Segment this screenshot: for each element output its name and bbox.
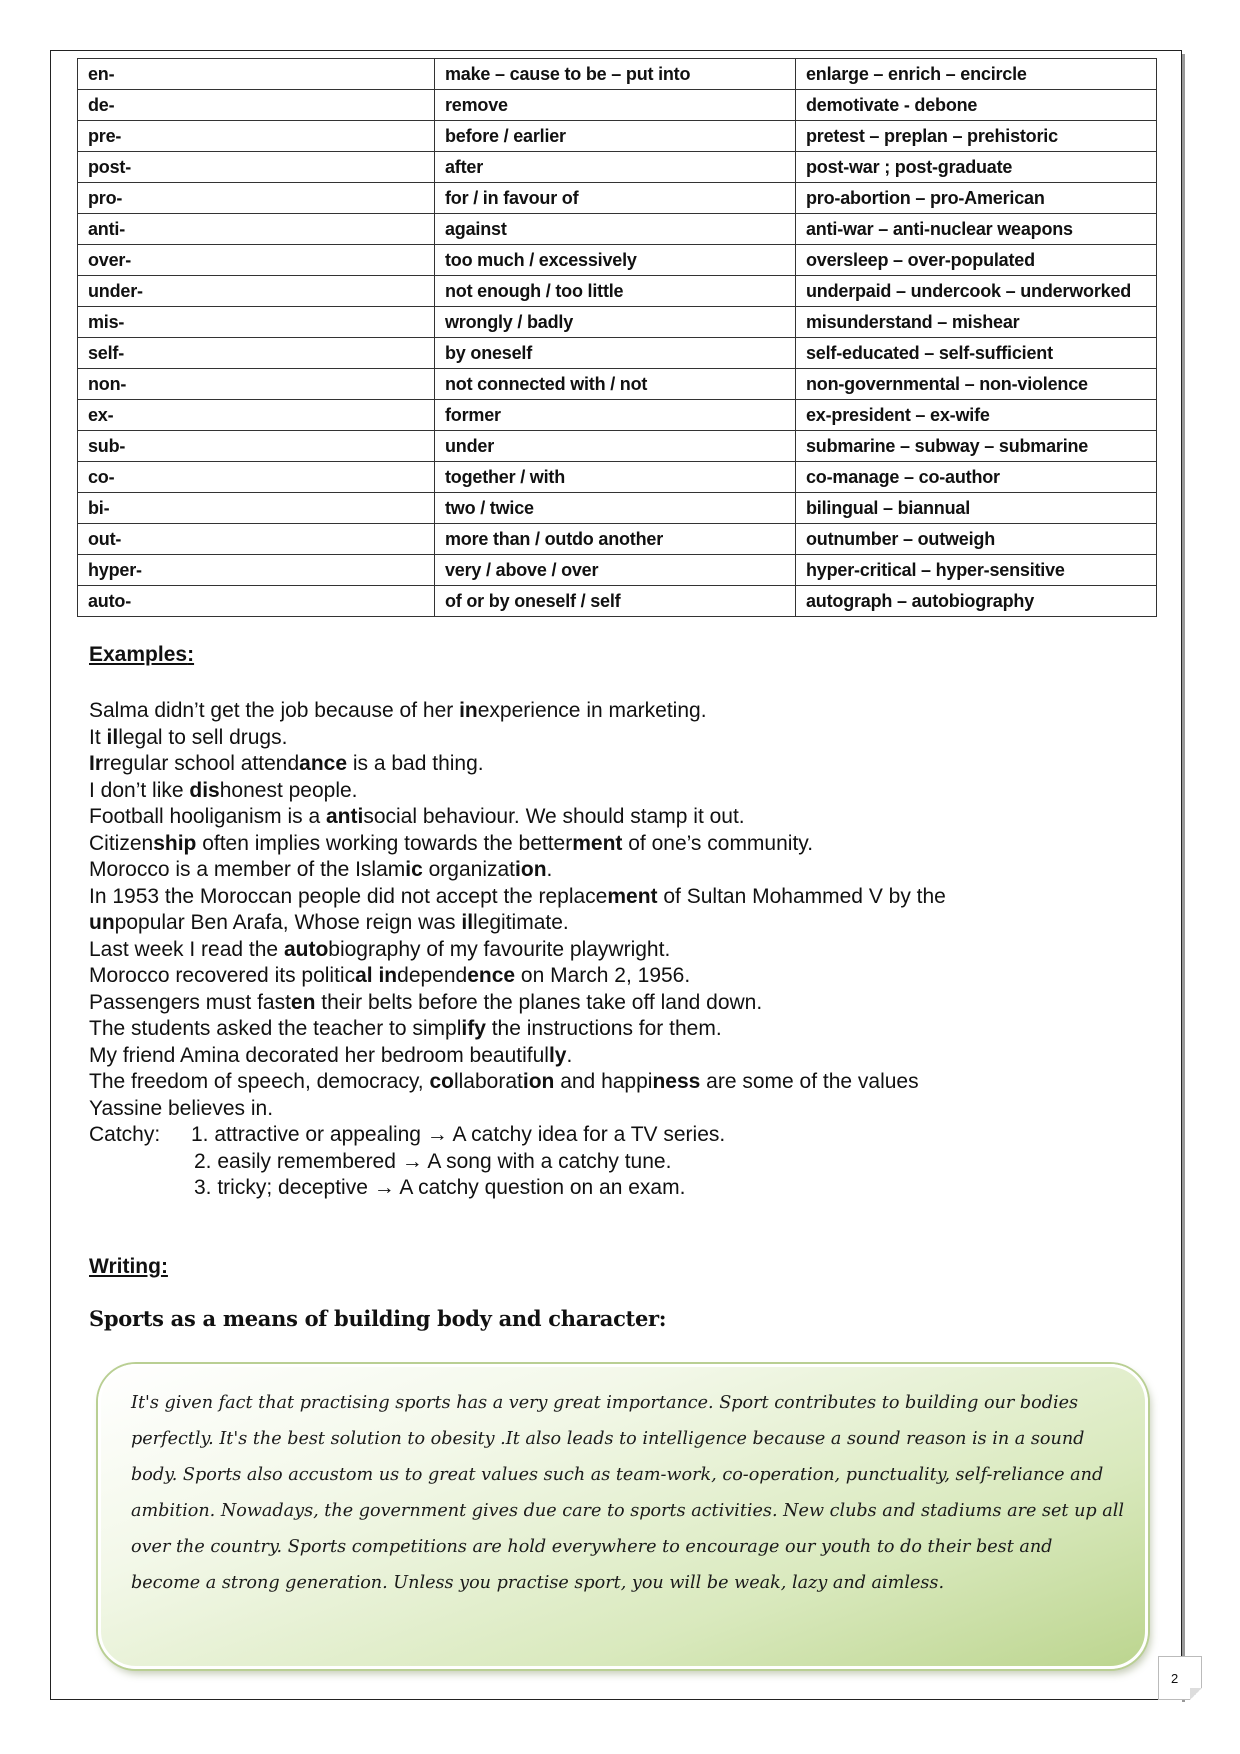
prefix-table (77, 58, 1157, 617)
meaning-cell: very / above / over (435, 555, 796, 586)
example-sentence (89, 990, 1169, 1017)
sentence-text: . (566, 1043, 573, 1067)
examples-heading-text: Examples (89, 643, 188, 666)
sentence-text: Citizen (89, 831, 154, 855)
catchy-definition-text: 3. tricky; deceptive → A catchy question on an exam. (194, 1176, 686, 1199)
affix-highlight: Ir (89, 752, 104, 775)
sentence-text: It (89, 725, 107, 749)
sentence-text: are some of the values (700, 1070, 919, 1093)
example-sentence (89, 751, 1169, 778)
affix-highlight: ion (522, 1070, 555, 1093)
prefix-cell: ex- (78, 400, 435, 431)
example-words-cell: non-governmental – non-violence (796, 369, 1157, 400)
meaning-cell: together / with (435, 462, 796, 493)
meaning-cell: not connected with / not (435, 369, 796, 400)
affix-highlight: al (355, 964, 373, 987)
sentence-text: on March 2, 1956. (515, 964, 691, 987)
meaning-cell: not enough / too little (435, 276, 796, 307)
example-sentence (89, 1096, 1169, 1123)
example-words-cell: bilingual – biannual (796, 493, 1157, 524)
example-words-cell: ex-president – ex-wife (796, 400, 1157, 431)
affix-highlight: ance (299, 752, 348, 775)
meaning-cell: by oneself (435, 338, 796, 369)
sentence-text: their belts before the planes take off land down. (315, 990, 763, 1014)
sentence-text: Yassine believes in. (89, 1096, 274, 1120)
sentence-text: Football hooliganism is a (89, 805, 326, 828)
table-row (78, 59, 1157, 90)
table-row (78, 586, 1157, 617)
affix-highlight: ence (467, 964, 516, 987)
example-words-cell: submarine – subway – submarine (796, 431, 1157, 462)
affix-highlight: ship (153, 831, 197, 855)
examples-list (89, 698, 1169, 1202)
prefix-cell: mis- (78, 307, 435, 338)
table-row (78, 121, 1157, 152)
sentence-text: The students asked the teacher to simpl (89, 1017, 462, 1040)
meaning-cell: wrongly / badly (435, 307, 796, 338)
affix-highlight: dis (189, 778, 220, 802)
sentence-text: Last week I read the (89, 937, 284, 961)
table-row (78, 214, 1157, 245)
prefix-cell: post- (78, 152, 435, 183)
example-sentence (89, 831, 1169, 858)
example-sentence (89, 1069, 1169, 1096)
sentence-text: . (546, 858, 553, 881)
meaning-cell: too much / excessively (435, 245, 796, 276)
sentence-text: of Sultan Mohammed V by the (657, 884, 946, 908)
prefix-cell: non- (78, 369, 435, 400)
table-row (78, 462, 1157, 493)
sentence-text: In 1953 the Moroccan people did not accept the replace (89, 884, 608, 908)
example-sentence (89, 910, 1169, 937)
affix-highlight: ment (572, 831, 623, 855)
sentence-text: legitimate. (473, 911, 569, 934)
table-row (78, 245, 1157, 276)
page-shadow (1182, 54, 1185, 1702)
writing-heading (89, 1255, 168, 1279)
example-words-cell: oversleep – over-populated (796, 245, 1157, 276)
affix-highlight: auto (283, 937, 329, 961)
essay-title: Sports as a means of building body and character: (89, 1306, 667, 1331)
prefix-cell: en- (78, 59, 435, 90)
sentence-text: the instructions for them. (485, 1017, 722, 1040)
page-number: 2 (1158, 1656, 1202, 1700)
table-row (78, 276, 1157, 307)
table-row (78, 524, 1157, 555)
example-words-cell: misunderstand – mishear (796, 307, 1157, 338)
sentence-text: honest people. (219, 778, 358, 802)
affix-highlight: ness (652, 1070, 701, 1093)
example-words-cell: underpaid – undercook – underworked (796, 276, 1157, 307)
table-row (78, 369, 1157, 400)
example-sentence (89, 1016, 1169, 1043)
sentence-text: Morocco is a member of the Islam (89, 858, 406, 881)
table-row (78, 183, 1157, 214)
affix-highlight: ment (607, 884, 658, 908)
essay-text: It's given fact that practising sports has a very great importance. Sport contributes to building our bodies perfectly. It's the best solution to obesity .It also leads to intelligence because a sound reason is in a sound body. Sports also accustom us to great values such as team-work, co-operation, punctuality, self-reliance and ambition. Nowadays, the government gives due care to sports activities. New clubs and stadiums are set up all over the country. Sports competitions are hold everywhere to encourage our youth to do their best and become a strong generation. Unless you practise sport, you will be weak, lazy and aimless. (131, 1393, 1125, 1593)
example-sentence (89, 884, 1169, 911)
catchy-definition (89, 1175, 1169, 1202)
sentence-text: depend (397, 964, 468, 987)
sentence-text: of one’s community. (622, 831, 814, 855)
prefix-cell: anti- (78, 214, 435, 245)
meaning-cell: for / in favour of (435, 183, 796, 214)
affix-highlight: il (461, 911, 474, 934)
table-row (78, 90, 1157, 121)
meaning-cell: before / earlier (435, 121, 796, 152)
sentence-text: organizat (422, 858, 516, 881)
example-sentence (89, 937, 1169, 964)
prefix-cell: bi- (78, 493, 435, 524)
meaning-cell: make – cause to be – put into (435, 59, 796, 90)
sentence-text: experience in marketing. (477, 699, 707, 722)
meaning-cell: two / twice (435, 493, 796, 524)
meaning-cell: under (435, 431, 796, 462)
writing-heading-colon: : (160, 1255, 168, 1278)
example-words-cell: enlarge – enrich – encircle (796, 59, 1157, 90)
table-row (78, 400, 1157, 431)
example-words-cell: outnumber – outweigh (796, 524, 1157, 555)
affix-highlight: anti (325, 805, 364, 828)
table-row (78, 431, 1157, 462)
sentence-text: is a bad thing. (347, 752, 484, 775)
essay-box (98, 1364, 1148, 1669)
example-words-cell: demotivate - debone (796, 90, 1157, 121)
prefix-cell: out- (78, 524, 435, 555)
table-row (78, 307, 1157, 338)
example-sentence (89, 778, 1169, 805)
example-words-cell: autograph – autobiography (796, 586, 1157, 617)
catchy-definition (89, 1122, 1169, 1149)
sentence-text: I don’t like (89, 778, 190, 802)
sentence-text: Salma didn’t get the job because of her (89, 699, 460, 722)
meaning-cell: against (435, 214, 796, 245)
prefix-cell: under- (78, 276, 435, 307)
sentence-text: and happi (554, 1070, 653, 1093)
prefix-cell: hyper- (78, 555, 435, 586)
affix-highlight: in (378, 964, 398, 987)
meaning-cell: more than / outdo another (435, 524, 796, 555)
sentence-text: often implies working towards the better (196, 831, 573, 855)
sentence-text: My friend Amina decorated her bedroom beautiful (89, 1043, 549, 1067)
sentence-text: legal to sell drugs. (118, 725, 288, 749)
prefix-cell: pro- (78, 183, 435, 214)
affix-highlight: ify (461, 1017, 486, 1040)
example-sentence (89, 857, 1169, 884)
writing-heading-text: Writing (89, 1255, 161, 1278)
prefix-cell: sub- (78, 431, 435, 462)
example-sentence (89, 1043, 1169, 1070)
catchy-definition-text: 2. easily remembered → A song with a catchy tune. (194, 1149, 672, 1173)
example-words-cell: self-educated – self-sufficient (796, 338, 1157, 369)
sentence-text: regular school attend (103, 752, 300, 775)
table-row (78, 152, 1157, 183)
prefix-cell: auto- (78, 586, 435, 617)
affix-highlight: en (290, 990, 316, 1014)
affix-highlight: ion (515, 858, 547, 881)
table-row (78, 555, 1157, 586)
table-row (78, 338, 1157, 369)
affix-highlight: in (459, 699, 478, 722)
sentence-text: Morocco recovered its politic (89, 964, 356, 987)
example-sentence (89, 698, 1169, 725)
affix-highlight: il (106, 725, 119, 749)
meaning-cell: of or by oneself / self (435, 586, 796, 617)
prefix-cell: over- (78, 245, 435, 276)
meaning-cell: after (435, 152, 796, 183)
meaning-cell: remove (435, 90, 796, 121)
prefix-cell: de- (78, 90, 435, 121)
affix-highlight: co (429, 1070, 454, 1093)
example-sentence (89, 725, 1169, 752)
example-words-cell: post-war ; post-graduate (796, 152, 1157, 183)
sentence-text: biography of my favourite playwright. (328, 937, 671, 961)
example-words-cell: anti-war – anti-nuclear weapons (796, 214, 1157, 245)
affix-highlight: ic (405, 858, 423, 881)
prefix-cell: co- (78, 462, 435, 493)
table-row (78, 493, 1157, 524)
sentence-text: social behaviour. We should stamp it out. (363, 805, 745, 828)
example-words-cell: hyper-critical – hyper-sensitive (796, 555, 1157, 586)
sentence-text: popular Ben Arafa, Whose reign was (114, 911, 462, 934)
prefix-table-body (78, 59, 1157, 617)
catchy-definition-text: 1. attractive or appealing → A catchy idea for a TV series. (191, 1123, 726, 1146)
examples-heading (89, 643, 194, 667)
affix-highlight: un (89, 911, 115, 934)
catchy-definition (89, 1149, 1169, 1176)
catchy-label: Catchy: (89, 1123, 161, 1146)
example-words-cell: pretest – preplan – prehistoric (796, 121, 1157, 152)
example-words-cell: co-manage – co-author (796, 462, 1157, 493)
sentence-text: llaborat (453, 1070, 523, 1093)
sentence-text: Passengers must fast (89, 990, 291, 1014)
prefix-cell: pre- (78, 121, 435, 152)
affix-highlight: ly (548, 1043, 567, 1067)
prefix-cell: self- (78, 338, 435, 369)
sentence-text: The freedom of speech, democracy, (89, 1070, 430, 1093)
example-words-cell: pro-abortion – pro-American (796, 183, 1157, 214)
meaning-cell: former (435, 400, 796, 431)
example-sentence (89, 804, 1169, 831)
example-sentence (89, 963, 1169, 990)
examples-heading-colon: : (187, 643, 195, 666)
